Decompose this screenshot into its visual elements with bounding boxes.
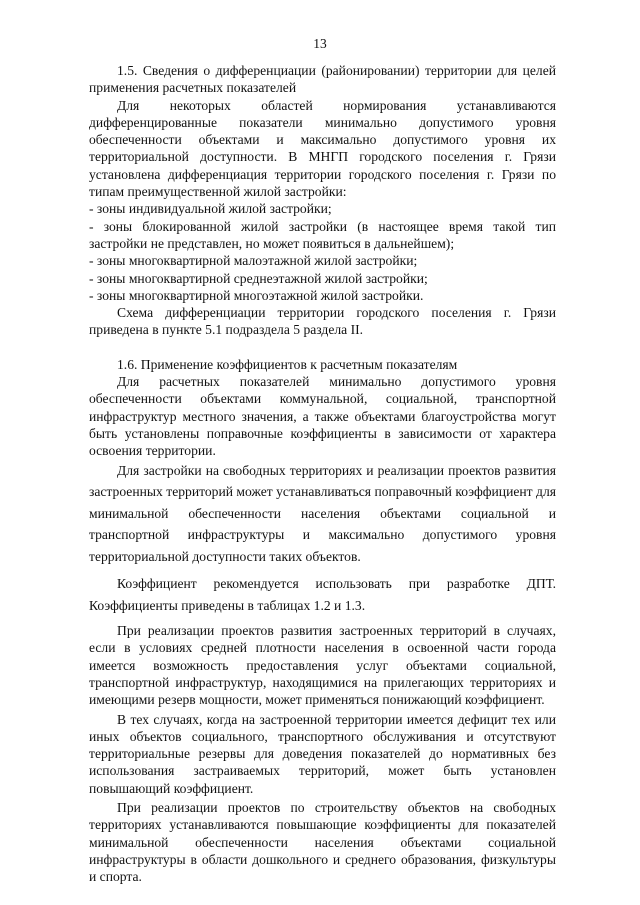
section-1-6-paragraph: Коэффициент рекомендуется использовать при разработке ДПТ. Коэффициенты приведены в таблицах 1.2 и 1.3. <box>89 576 556 613</box>
section-1-5-scheme-note: Схема дифференциации территории городского поселения г. Грязи приведена в пункте 5.1 подраздела 5 раздела II. <box>89 305 556 338</box>
zone-list-item: - зоны блокированной жилой застройки (в настоящее время такой тип застройки не представлен, но может появиться в дальнейшем); <box>89 218 556 251</box>
section-1-6-paragraph: При реализации проектов по строительству объектов на свободных территориях устанавливаются повышающие коэффициенты для показателей минимальной обеспеченности населения объектами социальной инфраструктуры в области дошкольного и среднего образования, физкультуры и спорта. <box>89 800 556 885</box>
section-1-5-intro: Для некоторых областей нормирования устанавливаются дифференцированные показатели минимально допустимого уровня обеспеченности объектами и максимально допустимого уровня их территориальной доступности. В МНГП городского поселения г. Грязи установлена дифференциация территории городского поселения г. Грязи по типам преимущественной жилой застройки: <box>89 97 556 200</box>
section-1-6-heading: 1.6. Применение коэффициентов к расчетным показателям <box>117 356 458 372</box>
page-number: 13 <box>313 36 327 51</box>
section-1-5-heading: 1.5. Сведения о дифференциации (районировании) территории для целей применения расчетных показателей <box>89 63 556 96</box>
zone-list-item: - зоны многоквартирной среднеэтажной жилой застройки; <box>89 270 428 286</box>
page-content <box>89 62 556 885</box>
zone-list-item: - зоны многоквартирной малоэтажной жилой застройки; <box>89 253 418 269</box>
section-1-6-paragraph: Для застройки на свободных территориях и реализации проектов развития застроенных территорий может устанавливаться поправочный коэффициент для минимальной обеспеченности населения объектами социальной и транспортной инфраструктуры и максимально допустимого уровня территориальной доступности таких объектов. <box>89 462 556 564</box>
section-1-6-paragraph: В тех случаях, когда на застроенной территории имеется дефицит тех или иных объектов социального, транспортного обслуживания и отсутствуют территориальные резервы для доведения показателей до нормативных без использования застраиваемых территорий, может быть установлен повышающий коэффициент. <box>89 711 556 796</box>
section-1-6-paragraph: Для расчетных показателей минимально допустимого уровня обеспеченности объектами коммунальной, социальной, транспортной инфраструктур местного значения, а также объектами благоустройства могут быть установлены поправочные коэффициенты в зависимости от характера освоения территории. <box>89 374 556 459</box>
zone-list-item: - зоны многоквартирной многоэтажной жилой застройки. <box>89 287 424 303</box>
section-1-6-paragraph: При реализации проектов развития застроенных территорий в случаях, если в условиях средней плотности населения в освоенной части города имеется возможность предоставления услуг объектами социальной, транспортной инфраструктур, находящимися на прилегающих территориях и имеющими резерв мощности, может применяться понижающий коэффициент. <box>89 623 556 708</box>
zone-list-item: - зоны индивидуальной жилой застройки; <box>89 201 332 217</box>
